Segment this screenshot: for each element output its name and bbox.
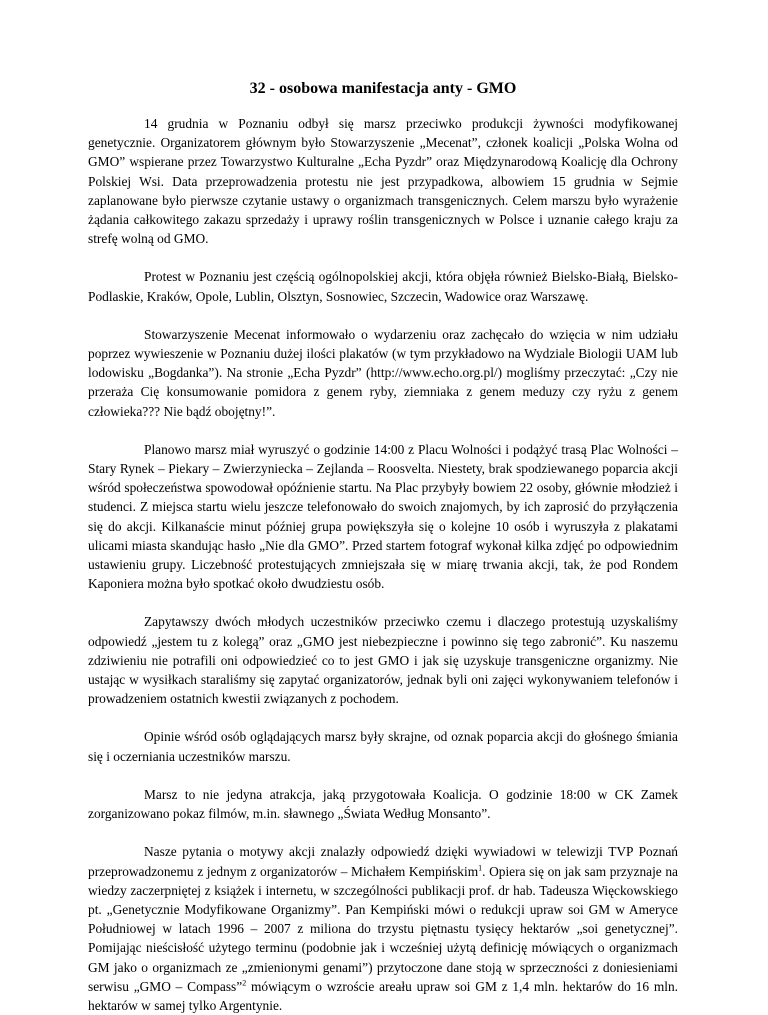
paragraph-8	[88, 842, 678, 1015]
paragraph-5: Zapytawszy dwóch młodych uczestników przeciwko czemu i dlaczego protestują uzyskaliśmy odpowiedź „jestem tu z kolegą” oraz „GMO jest niebezpieczne i powinno się tego zabronić”. Ku naszemu zdziwieniu nie potrafili oni odpowiedzieć co to jest GMO i jak się uzyskuje transgeniczne organizmy. Nie ustając w wysiłkach staraliśmy się zapytać organizatorów, jednak byli oni zajęci wykonywaniem telefonów i prowadzeniem ostatnich kwestii związanych z pochodem.	[88, 614, 678, 707]
document-page	[88, 78, 678, 1015]
paragraph-1: 14 grudnia w Poznaniu odbył się marsz przeciwko produkcji żywności modyfikowanej genetycznie. Organizatorem głównym było Stowarzyszenie „Mecenat”, członek koalicji „Polska Wolna od GMO” wspierane przez Towarzystwo Kulturalne „Echa Pyzdr” oraz Międzynarodową Koalicję dla Ochrony Polskiej Wsi. Data przeprowadzenia protestu nie jest przypadkowa, albowiem 15 grudnia w Sejmie zaplanowane było pierwsze czytanie ustawy o organizmach transgenicznych. Celem marszu było wyrażenie żądania całkowitego zakazu sprzedaży i uprawy roślin transgenicznych w Polsce i uznanie całego kraju za strefę wolną od GMO.	[88, 116, 678, 247]
footnote-ref-2[interactable]: 2	[242, 978, 247, 988]
paragraph-3: Stowarzyszenie Mecenat informowało o wydarzeniu oraz zachęcało do wzięcia w nim udziału poprzez wywieszenie w Poznaniu dużej ilości plakatów (w tym przykładowo na Wydziale Biologii UAM lub lodowisku „Bogdanka”). Na stronie „Echa Pyzdr” (http://www.echo.org.pl/) mogliśmy przeczytać: „Czy nie przeraża Cię konsumowanie pomidora z genem ryby, ziemniaka z genem meduzy czy ryżu z genem człowieka??? Nie bądź obojętny!”.	[88, 326, 678, 419]
paragraph-8-part1: Nasze pytania o motywy akcji znalazły odpowiedź dzięki wywiadowi w telewizji TVP Poznań przeprowadzonemu z jednym z organizatorów – Michałem Kempińskim	[88, 844, 678, 879]
article-title: 32 - osobowa manifestacja anty - GMO	[249, 80, 517, 97]
paragraph-2: Protest w Poznaniu jest częścią ogólnopolskiej akcji, która objęła również Bielsko-Białą, Bielsko-Podlaskie, Kraków, Opole, Lublin, Olsztyn, Sosnowiec, Szczecin, Wadowice oraz Warszawę.	[88, 269, 678, 304]
paragraph-6: Opinie wśród osób oglądających marsz były skrajne, od oznak poparcia akcji do głośnego śmiania się i oczerniania uczestników marszu.	[88, 729, 678, 764]
paragraph-8-part3: mówiącym o wzroście areału upraw soi GM z 1,4 mln. hektarów do 16 mln. hektarów w samej tylko Argentynie.	[88, 978, 678, 1013]
footnote-ref-1[interactable]: 1	[478, 863, 483, 873]
paragraph-8-part2: . Opiera się on jak sam przyznaje na wiedzy zaczerpniętej z książek i internetu, w szczególności publikacji prof. dr hab. Tadeusza Więckowskiego pt. „Genetycznie Modyfikowane Organizmy”. Pan Kempiński mówi o redukcji upraw soi GM w Ameryce Południowej w latach 1996 – 2007 z miliona do trzystu piętnastu tysięcy hektarów „soi genetycznej”. Pomijając nieścisłość użytego terminu (podobnie jak i wcześniej użytą definicję mówiących o organizmach GM jako o organizmach ze „zmienionymi genami”) przytoczone dane stoją w sprzeczności z doniesieniami serwisu „GMO – Compass”	[88, 863, 678, 994]
paragraph-4: Planowo marsz miał wyruszyć o godzinie 14:00 z Placu Wolności i podążyć trasą Plac Wolności – Stary Rynek – Piekary – Zwierzyniecka – Zejlanda – Roosvelta. Niestety, brak spodziewanego poparcia akcji wśród społeczeństwa spowodował opóźnienie startu. Na Plac przybyły bowiem 22 osoby, głównie młodzież i studenci. Z miejsca startu wielu jeszcze telefonowało do swoich znajomych, by ich zaprosić do przyłączenia się do akcji. Kilkanaście minut później grupa powiększyła się o kolejne 10 osób i wyruszyła z plakatami ulicami miasta skandując hasło „Nie dla GMO”. Przed startem fotograf wykonał kilka zdjęć po odpowiednim ustawieniu grupy. Liczebność protestujących zmniejszała się w miarę trwania akcji, tak, że pod Rondem Kaponiera można było spotkać około dwudziestu osób.	[88, 441, 678, 592]
paragraph-7: Marsz to nie jedyna atrakcja, jaką przygotowała Koalicja. O godzinie 18:00 w CK Zamek zorganizowano pokaz filmów, m.in. sławnego „Świata Według Monsanto”.	[88, 786, 678, 822]
